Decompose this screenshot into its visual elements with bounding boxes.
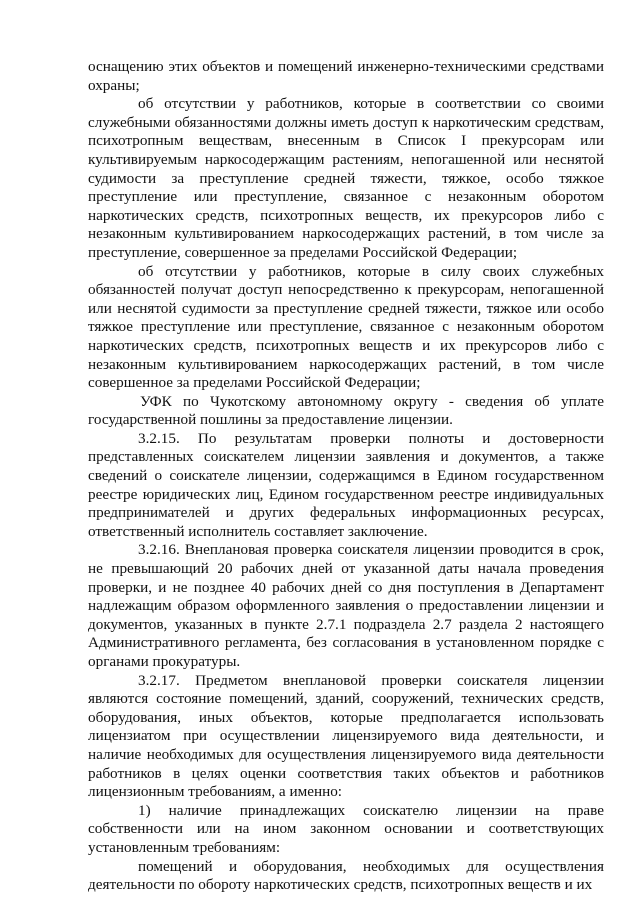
document-page (88, 58, 604, 895)
paragraph-item-1: 1) наличие принадлежащих соискателю лицензии на праве собственности или на ином законном основании и соответствующих установленным требованиям: (88, 801, 604, 856)
paragraph-employees-access-precursors: об отсутствии у работников, которые в силу своих служебных обязанностей получат доступ непосредственно к прекурсорам, непогашенной или неснятой судимости за преступление средней тяжести, тяжкое или особо тяжкое преступление или преступление, связанное с незаконным оборотом наркотических средств, психотропных веществ и их прекурсоров либо с незаконным культивированием наркосодержащих растений, в том числе совершенное за пределами Российской Федерации; (88, 262, 604, 392)
paragraph-3-2-17: 3.2.17. Предметом внеплановой проверки соискателя лицензии являются состояние помещений, зданий, сооружений, технических средств, оборудования, иных объектов, которые предполагается использовать лицензиатом при осуществлении лицензируемого вида деятельности, и наличие необходимых для осуществления лицензируемого вида деятельности работников в целях оценки соответствия таких объектов и работников лицензионным требованиям, а именно: (88, 671, 604, 801)
paragraph-3-2-15: 3.2.15. По результатам проверки полноты и достоверности представленных соискателем лицензии заявления и документов, а также сведений о соискателе лицензии, содержащимся в Едином государственном реестре юридических лиц, Едином государственном реестре индивидуальных предпринимателей и других федеральных информационных ресурсах, ответственный исполнитель составляет заключение. (88, 429, 604, 540)
paragraph-ufk-fee: УФК по Чукотскому автономному округу - сведения об уплате государственной пошлины за предоставление лицензии. (88, 392, 604, 429)
paragraph-equipment-protection: оснащению этих объектов и помещений инженерно-техническими средствами охраны; (88, 58, 604, 94)
paragraph-3-2-16: 3.2.16. Внеплановая проверка соискателя лицензии проводится в срок, не превышающий 20 рабочих дней от указанной даты начала проведения проверки, и не позднее 40 рабочих дней со дня поступления в Департамент надлежащим образом оформленного заявления о предоставлении лицензии и документов, указанных в пункте 2.7.1 подраздела 2.7 раздела 2 настоящего Административного регламента, без согласования в установленном порядке с органами прокуратуры. (88, 541, 604, 670)
paragraph-employees-access-narcotics: об отсутствии у работников, которые в соответствии со своими служебными обязанностями должны иметь доступ к наркотическим средствам, психотропным веществам, внесенным в Список I прекурсорам или культивируемым наркосодержащим растениям, непогашенной или неснятой судимости за преступление средней тяжести, тяжкое, особо тяжкое преступление или преступление, связанное с незаконным оборотом наркотических средств, психотропных веществ, их прекурсоров либо с незаконным культивированием наркосодержащих растений, в том числе за преступление, совершенное за пределами Российской Федерации; (88, 95, 604, 261)
paragraph-premises-equipment: помещений и оборудования, необходимых для осуществления деятельности по обороту наркотических средств, психотропных веществ и их (88, 857, 604, 894)
